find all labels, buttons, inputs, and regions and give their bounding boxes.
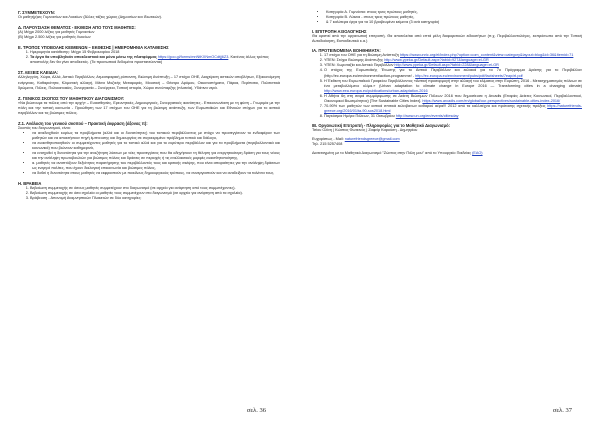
section-h-title: Η. ΒΡΑΒΕΙΑ xyxy=(18,181,42,187)
section-z-text: «Να βιώσουμε τα πόλεις από την αρχή» – Ευαισθησίες, Ερευνητικές, Δημιουργικές, Συνεργατικές ικανότητες - Επικοινωνίαση με τη φύση – Γνωριμία με την πόλη και την τοπική κοινωνία - Προώθηση των 17 στόχων του ΟΗΕ για τη βιώσιμη ανάπτυξη, των Ευρωπαϊκών και Εθνικών στόχων για το αστικό περιβάλλον και τις βιώσιμες πόλεις. xyxy=(18,100,280,115)
section-i-text: Θα οριστεί από την οργανωτική επιτροπή. Θα αποτελείται από επτά μέλη διαφορετικών ειδικοτήτων (π.χ. Περιβαλλοντολόγος, εκπρόσωπο από την Τοπική Αυτοδιοίκηση, Εκπαιδευτικό κ.α.) xyxy=(312,34,582,44)
email-label: Ευχαρίστως - Mail: xyxy=(312,137,345,142)
list-item: 5. Η Έκθεση του Ευρωπαϊκού Γραφείου Περιβάλλοντος «Αστική προσαρμογή στην αλλαγή του κλίματος στην Ευρώπη, 2016 - Μετασχηματισμός πόλεων σε ένα μεταβαλλόμενο κλίμα.» (Urban adaptation to climate change in Europe 2016 — Transforming cities in a changing climate) http://www.eea.europa.eu/publications/urban-adaptation-2016 xyxy=(324,79,582,94)
section-st-text: Αλληλεγγύη, Χώρα, Αλλά, Αστικό Περιβάλλον, Ατμοσφαιρική ρύπανση, Βιώσιμη Ανάπτυξη – 17 στόχοι ΟΗΕ, Διαχείριση αστικών αποβλήτων, Εξοικονόμηση ενέργειας, Καθαριότητα, Κλιματική αλλαγή, Μέσα Μαζικής Μεταφοράς, Μουσική – Θέατρο Δρόμου, Οικοσυστήματα, Πάρκα, Περίπατοι, Πολιτιστικά δρώμενα, Πόλεις, Πολυκατοικίες, Συνεργασία – Συνέργεια, Τοπική ιστορία, Χώροι συνύπαρξης (πλατεία), Υδάτινα νερά. xyxy=(18,75,280,90)
resource-link[interactable]: http://www.eea.europa.eu/publications/urban-adaptation-2016 xyxy=(324,88,428,93)
section-st-title: ΣΤ. ΛΕΞΕΙΣ ΚΛΕΙΔΙΑ: xyxy=(18,70,59,76)
section-ia-title: ΙΑ. ΠΡΟΤΕΙΝΟΜΕΝΑ ΒΟΗΘΗΜΑΤΑ: xyxy=(312,48,381,54)
section-z1-title: Ζ.1. Ανάλυση του γενικού σκοπού – Πρακτική έκφραση (άξονας π): xyxy=(18,120,148,126)
section-ia-list xyxy=(312,53,582,119)
list-item: 2. ΥΠΕΝ: Στόχοι Βιώσιμης Ανάπτυξης http://www.ypeka.gr/Default.aspx?tabid=927&language=el-GR xyxy=(324,58,582,63)
page-number-left: σελ. 36 xyxy=(246,407,266,414)
section-e-title: Ε. ΤΡΟΠΟΣ ΥΠΟΒΟΛΗΣ ΚΕΙΜΕΝΩΝ – ΕΚΘΕΣΗΣ | ΗΜΕΡΟΜΗΝΙΑ ΚΑΤΑΘΕΣΗΣ xyxy=(18,45,169,51)
list-item: 4. Ο στόχος της Ευρωπαϊκής Ένωσης για το Αστικό Περιβάλλον και εκλιακά για το 7ο Πρόγραμμα Δράσης για το Περιβάλλον (http://ec.europa.eu/environment/action-programme/ - http://ec.europa.eu/environment/pubs/pdf/factsheets/7eap/el.pdf xyxy=(324,68,582,78)
section-ib-title: ΙΒ. Οργανωτική Επιτροπή - Πληροφορίες για το Μαθητικό Διαγωνισμό: xyxy=(312,122,451,128)
left-column xyxy=(18,10,280,202)
right-column xyxy=(312,10,582,156)
award-categories-list xyxy=(312,10,582,25)
list-item: 2. Βεβαίωση συμμετοχής σε όσα σχολεία οι μαθητές τους συμμετέχουν στο διαγωνισμό (σε αρχείο για ανάρτηση από τα σχολεία). xyxy=(30,191,280,196)
resource-link[interactable]: http://www.ypeka.gr/Default.aspx?tabid=228&language=el-GR xyxy=(394,63,499,68)
list-item: 3. Βράβευση - Απονομή Αναμνηστικών Πλακετών σε δύο κατηγορίες: xyxy=(30,196,280,201)
section-e-item2-rest: . Κανένας άλλος τρόπος αποστολής δεν θα γίνει αποδεκτός. (Τα προσωπικά δεδομένα προστατεύονται) xyxy=(30,55,269,65)
list-item: 7. 70-90% των μαθητών των αστικά σπιτικά εκλειβανων καθαρού αέρα!!! 2012 από τα καλλιτέχνα και πρότασης σχετικής πράξεις https://naturefriends-greece.org/2016/01/ta-90-sos2018.html xyxy=(324,104,582,114)
list-item: 6. Η Αθήνα 6η στη σειρά συμμόρφωσης σε Δείκτη Βιώσιμων Πόλεων 2016 που δημοσίευσε η Arcadis (Εταιρίες Δείκτες Κοινωνικοί, Περιβαλλοντικοί, Οικονομικοί Βιωσιμότητας) [The Sustainable Cities Index]. https://www.arcadis.com/en/global/our-perspectives/sustainable-cities-index-2016/ xyxy=(324,94,582,104)
footer-link[interactable]: (ΕΑΟ) xyxy=(472,151,483,156)
section-z1-intro: Σκοπός του διαγωνισμού, είναι: xyxy=(18,125,71,130)
section-e-list xyxy=(18,50,280,65)
section-d-line1: (Α) Μέχρι 2000 λέξεις για μαθητές Γυμνασίων xyxy=(18,30,95,35)
section-h-list xyxy=(18,186,280,201)
list-item: • Κατηγορία Α. Γυμνάσια: στους τρεις πρώτους μαθητές, xyxy=(326,10,582,15)
section-z1-list xyxy=(18,131,280,176)
list-item: 1. 17 στόχοι του ΟΗΕ για τη Βιώσιμη Ανάπτυξη https://www.unric.org/el/index.php?option=com_content&view=category&layout=blog&id=36&Itemid=71 xyxy=(324,53,582,58)
email-link[interactable]: naturefriendsgreece@gmail.com xyxy=(344,137,400,142)
section-g-title: Γ. ΣΥΜΜΕΤΕΧΟΥΝ: xyxy=(18,10,56,15)
list-item: • Κατηγορία Β. Λύκεια - στους τρεις πρώτους μαθητές, xyxy=(326,15,582,20)
list-item: • να δοθεί η δυνατότητα στους μαθητές να εκφραστούν με ποικίλους δημιουργικούς τρόπους, να συνεργαστούν και να αναδείξουν τα ταλέντα τους. xyxy=(32,171,280,176)
list-item: • να ευαισθητοποιηθούν οι συμμετέχοντες μαθητές για το τοπικό αλλά και για το ευρύτερο περιβάλλον και για τα προβλήματα (περιβαλλοντικά και κοινωνικά) που βιώνουν καθημερινά, xyxy=(32,141,280,151)
resource-link[interactable]: http://www.ypeka.gr/Default.aspx?tabid=927&language=el-GR xyxy=(384,58,489,63)
list-item: 3. ΥΠΕΝ: Χωροταξία και Αστικό Περιβάλλον http://www.ypeka.gr/Default.aspx?tabid=228&language=el-GR xyxy=(324,63,582,68)
footer-note: Διατεταγμένη με το Μαθητικό Διαγωνισμό "Ζώντας στην Πόλη μου" από το Υπουργείο Παιδείας (ΕΑΟ) xyxy=(312,151,483,156)
resource-link[interactable]: https://www.unric.org/el/index.php?option=com_content&view=category&layout=blog&id=36&Itemid=71 xyxy=(399,53,574,58)
list-item: • να ενισχυθεί η δυνατότητα για την αναζήτηση λύσεων με νέες προσεγγίσεις που θα οδηγήσουν τη θέληση για ενεργητικότερη δράση για τους νέους και την ανάληψη πρωτοβουλιών για βιώσιμες πόλεις και δράσεις σε περιοχές ή τις εναλλακτικές μορφές ευαισθητοποίησης, xyxy=(32,151,280,161)
section-e-item2 xyxy=(30,55,280,65)
resource-link[interactable]: http://www.un.org/en/events/citiesday xyxy=(395,113,459,118)
section-i-title: Ι. ΕΠΙΤΡΟΠΗ ΑΞΙΟΛΟΓΗΣΗΣ xyxy=(312,29,367,35)
contact-phone: Τηλ. 215 5257408 xyxy=(312,142,343,147)
section-d-line2: (Β) Μέχρι 2.500 λέξεις για μαθητές Λυκείων xyxy=(18,35,91,40)
section-z-title: Ζ. ΓΕΝΙΚΟΣ ΣΚΟΠΟΣ ΤΟΥ ΜΑΘΗΤΙΚΟΥ ΔΙΑΓΩΝΙΣΜΟΥ: xyxy=(18,95,125,101)
section-e-item2-bold: Τα έργα θα υποβληθούν αποκλειστικά και μόνο μέσω της πλατφόρμας xyxy=(30,55,157,60)
section-ib-text: Τσίου Ολίνη | Κώστας Φωτεινός | Ζαφείρ Καρούση - Δημητρίου xyxy=(312,127,418,132)
list-item: • & 7 καλύτερα έργα για τα 10 βραβευμένα κείμενα (3 ανά κατηγορία) xyxy=(326,20,582,25)
submission-form-link[interactable]: https://goo.gl/forms/mnNtKXNmOCdtjj6Z3 xyxy=(157,55,229,60)
section-d-title: Δ. ΠΑΡΟΥΣΙΑΣΗ ΘΕΜΑΤΟΣ - ΕΚΘΕΣΗ ΑΠΟ ΤΟΥΣ ΜΑΘΗΤΕΣ: xyxy=(18,25,136,31)
page-number-right: σελ. 37 xyxy=(552,407,572,414)
list-item: 8. Παγκόσμια Ημέρα Πόλεων, 31 Οκτωβρίου http://www.un.org/en/events/citiesday xyxy=(324,114,582,119)
resource-link[interactable]: http://ec.europa.eu/environment/pubs/pdf/factsheets/7eap/el.pdf xyxy=(415,73,523,78)
list-item: • α. μαθητές να αναπτύξουν δεξιότητες παρατήρησης του περιβάλλοντός τους και κριτικής σκέψης, που είναι απαραίτητες για την ανάληψη δράσεων ως ενεργοί πολίτες, που έχουν διαλογική επικοινωνία και βιώσιμες πόλεις, xyxy=(32,161,280,171)
page-right xyxy=(300,0,600,424)
section-g-text: Οι μαθητ(ρ)ιες Γυμνασίων και Λυκείων (Άλλες τάξεις χώρας (Δημοσίων και Ιδιωτικών). xyxy=(18,15,162,20)
list-item: 1. Βεβαίωση συμμετοχής σε όσους μαθητές συμμετέχουν στο διαγωνισμό (σε αρχείο για ανάρτηση από τους συμμετέχοντες). xyxy=(30,186,280,191)
section-e-item1: 1. Ημερομηνία κατάθεσης: Μέχρι 15 Φεβρουαρίου 2018 xyxy=(30,50,280,55)
resource-link[interactable]: https://naturefriends-greece.org/2016/01/ta-90-sos2018.html xyxy=(324,103,582,113)
resource-link[interactable]: https://www.arcadis.com/en/global/our-perspectives/sustainable-cities-index-2016/ xyxy=(422,98,561,103)
list-item: • να αναδειχθούν κυρίως τα προβλήματα (αλλά και οι δυνατότητες) του τοπικού περιβάλλοντος με στόχο να προσεγγίσουν το ενδιαφέρον των μαθητών και να αποκτήσουν πηγή έμπνευσης και δημιουργίας σε συγκεκριμένο πρόβλημα τοπικό και διάλογο, xyxy=(32,131,280,141)
